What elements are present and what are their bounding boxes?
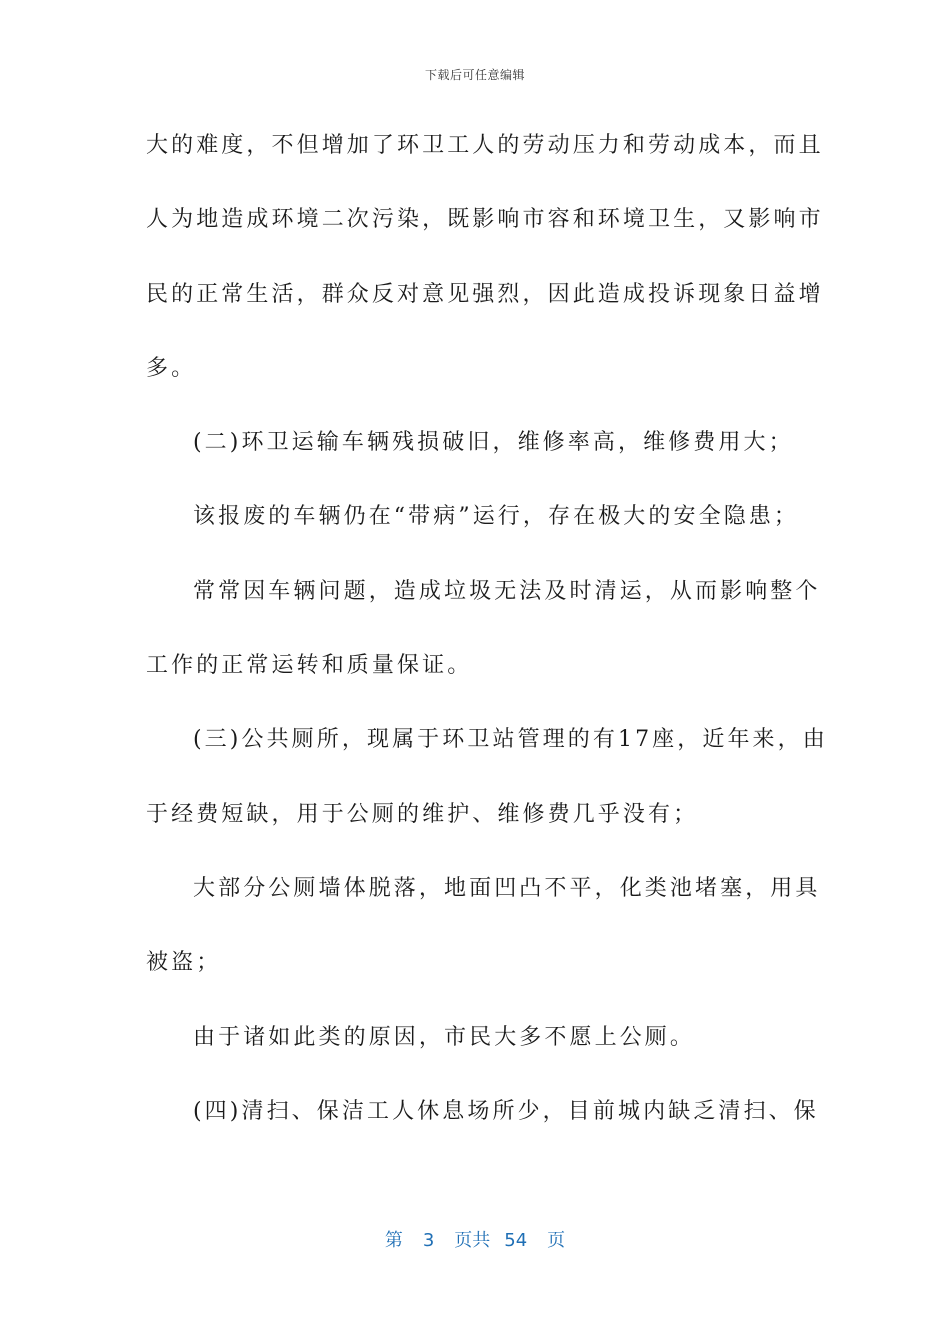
text-line: 常常因车辆问题，造成垃圾无法及时清运，从而影响整个 (193, 578, 821, 604)
text-line: (三)公共厕所，现属于环卫站管理的有17座，近年来，由 (193, 727, 828, 753)
footer-total-pages: 54 (504, 1230, 528, 1251)
text-line: (二)环卫运输车辆残损破旧，维修率高，维修费用大； (193, 430, 794, 456)
text-line: 于经费短缺，用于公厕的维护、维修费几乎没有； (146, 801, 699, 827)
footer-prefix: 第 (384, 1230, 403, 1251)
text-line: 人为地造成环境二次污染，既影响市容和环境卫生，又影响市 (146, 207, 824, 233)
footer-middle: 页共 (454, 1230, 491, 1251)
text-line: 由于诸如此类的原因，市民大多不愿上公厕。 (193, 1024, 696, 1050)
header-note: 下载后可任意编辑 (424, 68, 525, 82)
footer-current-page: 3 (422, 1230, 435, 1251)
text-line: (四)清扫、保洁工人休息场所少，目前城内缺乏清扫、保 (193, 1098, 819, 1124)
document-body (146, 126, 828, 1166)
text-line: 民的正常生活，群众反对意见强烈，因此造成投诉现象日益增 (146, 281, 824, 307)
text-line: 该报废的车辆仍在“带病”运行，存在极大的安全隐患； (193, 504, 799, 530)
text-line: 大部分公厕墙体脱落，地面凹凸不平，化类池堵塞，用具 (193, 875, 821, 901)
text-line: 大的难度，不但增加了环卫工人的劳动压力和劳动成本，而且 (146, 133, 824, 158)
text-line: 被盗； (146, 950, 222, 976)
text-line: 工作的正常运转和质量保证。 (146, 653, 473, 679)
footer-suffix: 页 (547, 1230, 566, 1251)
page-footer (0, 1226, 950, 1252)
text-line: 多。 (146, 355, 197, 381)
